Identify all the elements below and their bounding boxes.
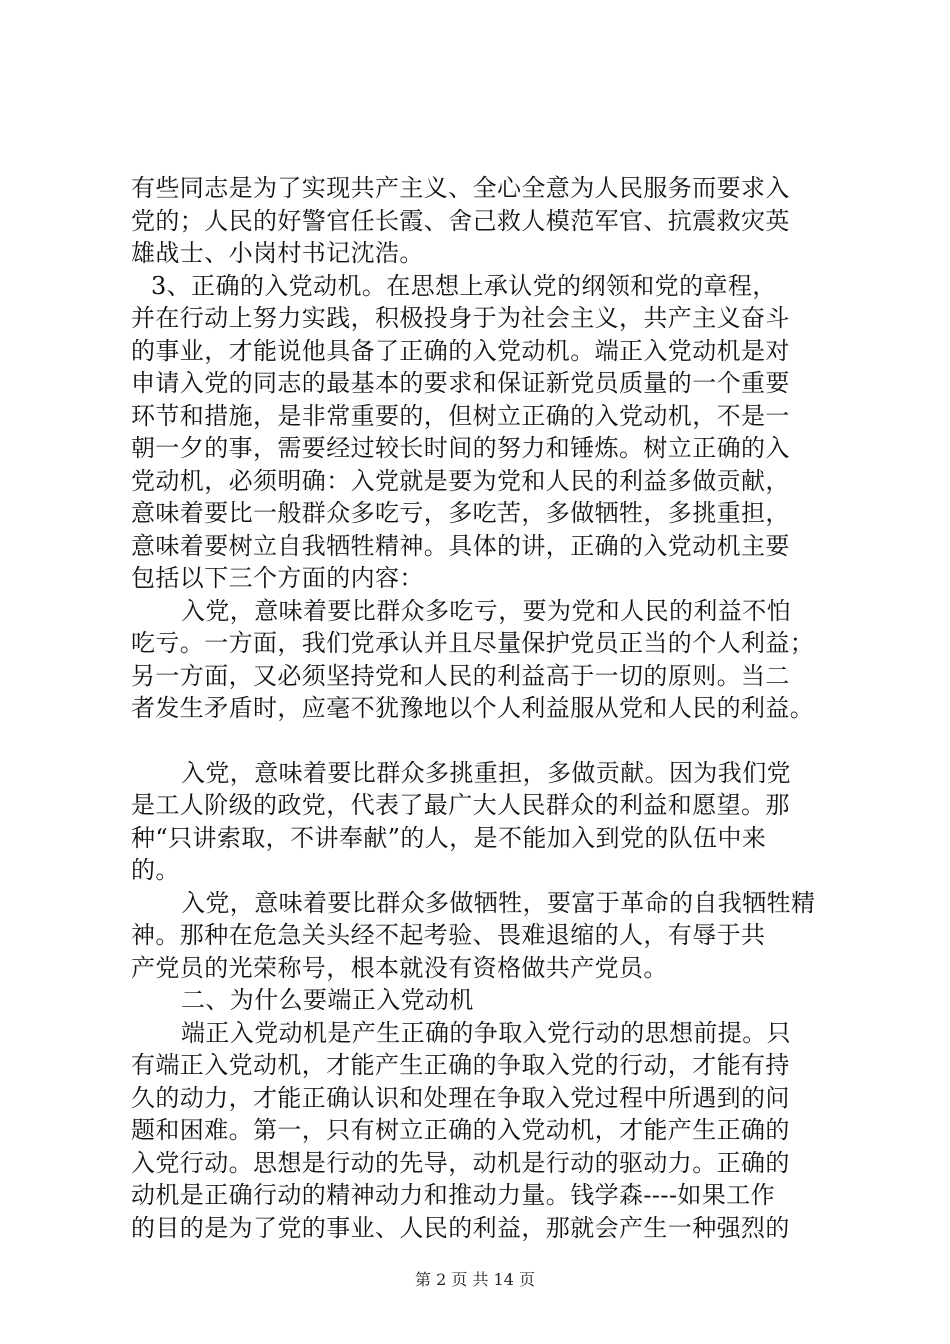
- text-line: 党的；人民的好警官任长霞、舍己救人模范军官、抗震救灾英: [131, 206, 790, 235]
- text-line: 环节和措施，是非常重要的，但树立正确的入党动机，不是一: [131, 401, 790, 430]
- text-line: 入党行动。思想是行动的先导，动机是行动的驱动力。正确的: [131, 1148, 790, 1177]
- text-line: 的目的是为了党的事业、人民的利益，那就会产生一种强烈的: [131, 1213, 790, 1242]
- text-line: 的事业，才能说他具备了正确的入党动机。端正入党动机是对: [131, 336, 790, 365]
- text-line: 有些同志是为了实现共产主义、全心全意为人民服务而要求入: [131, 174, 790, 202]
- text-line: 意味着要树立自我牺牲精神。具体的讲，正确的入党动机主要: [131, 531, 790, 560]
- text-line: 的。: [131, 856, 180, 884]
- text-line: 吃亏。一方面，我们党承认并且尽量保护党员正当的个人利益；: [131, 629, 815, 657]
- text-line: 入党，意味着要比群众多做牺牲，要富于革命的自我牺牲精: [181, 888, 816, 917]
- text-line: 党动机，必须明确：入党就是要为党和人民的利益多做贡献，: [131, 466, 790, 495]
- text-line: 端正入党动机是产生正确的争取入党行动的思想前提。只: [181, 1018, 791, 1047]
- section-heading: 二、为什么要端正入党动机: [181, 986, 474, 1014]
- text-line: 另一方面，又必须坚持党和人民的利益高于一切的原则。当二: [131, 661, 790, 690]
- text-line: 产党员的光荣称号，根本就没有资格做共产党员。: [131, 953, 668, 982]
- page-number-footer: 第 2 页 共 14 页: [415, 1270, 535, 1289]
- text-line: 并在行动上努力实践，积极投身于为社会主义，共产主义奋斗: [131, 304, 790, 332]
- text-line: 者发生矛盾时，应毫不犹豫地以个人利益服从党和人民的利益。: [131, 694, 815, 722]
- text-line: 意味着要比一般群众多吃亏，多吃苦，多做牺牲，多挑重担，: [131, 499, 790, 527]
- text-line: 包括以下三个方面的内容：: [131, 564, 424, 592]
- text-line: 入党，意味着要比群众多挑重担，多做贡献。因为我们党: [181, 758, 791, 787]
- text-line: 3、正确的入党动机。在思想上承认党的纲领和党的章程，: [151, 271, 777, 300]
- text-line: 雄战士、小岗村书记沈浩。: [131, 239, 424, 267]
- text-line: 入党，意味着要比群众多吃亏，要为党和人民的利益不怕: [181, 596, 791, 625]
- paragraph-gap: [131, 725, 831, 757]
- text-line: 有端正入党动机，才能产生正确的争取入党的行动，才能有持: [131, 1051, 790, 1079]
- text-line: 是工人阶级的政党，代表了最广大人民群众的利益和愿望。那: [131, 791, 790, 819]
- text-line: 神。那种在危急关头经不起考验、畏难退缩的人，有辱于共: [131, 921, 766, 949]
- text-line: 题和困难。第一，只有树立正确的入党动机，才能产生正确的: [131, 1116, 790, 1144]
- text-line: 申请入党的同志的最基本的要求和保证新党员质量的一个重要: [131, 369, 790, 397]
- text-line: 朝一夕的事，需要经过较长时间的努力和锤炼。树立正确的入: [131, 434, 790, 462]
- text-line: 久的动力，才能正确认识和处理在争取入党过程中所遇到的问: [131, 1083, 790, 1112]
- document-body: [131, 172, 831, 1244]
- text-line: 种“只讲索取，不讲奉献”的人，是不能加入到党的队伍中来: [131, 823, 767, 852]
- text-line: 动机是正确行动的精神动力和推动力量。钱学森----如果工作: [131, 1181, 776, 1209]
